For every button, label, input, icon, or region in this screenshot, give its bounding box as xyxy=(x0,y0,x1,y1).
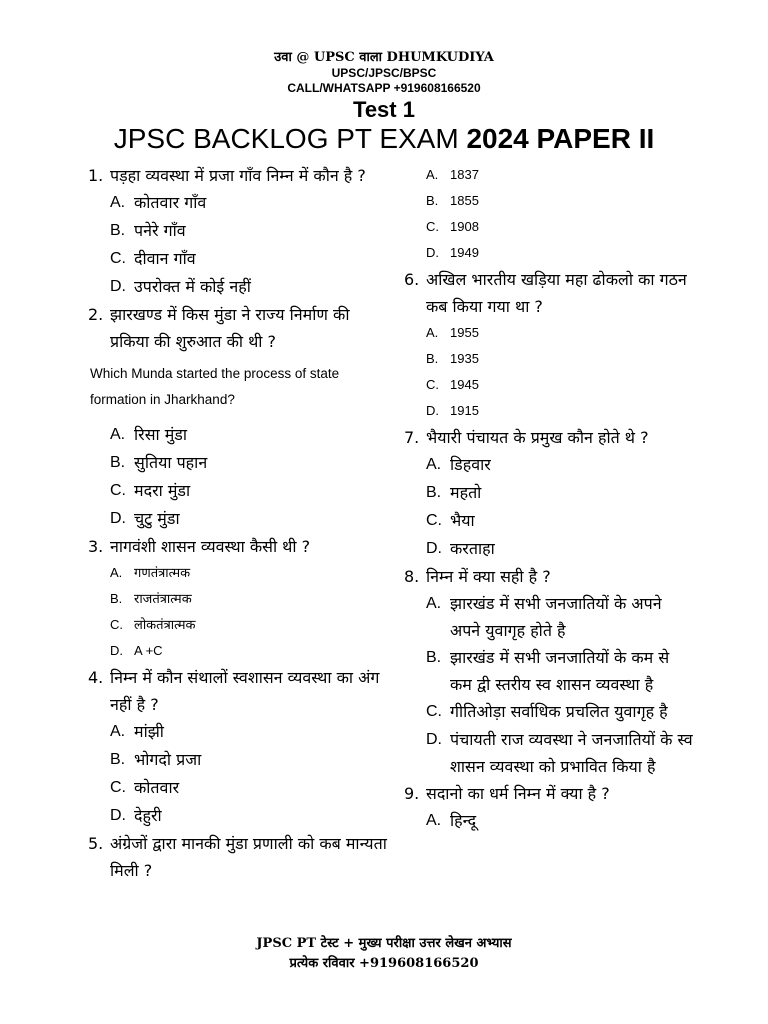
option-text: दीवान गाँव xyxy=(134,249,196,268)
option-text: राजतंत्रात्मक xyxy=(134,591,192,606)
option-row xyxy=(88,612,388,638)
option-label: C. xyxy=(426,219,439,234)
option-text: सुतिया पहान xyxy=(134,453,208,472)
question-text: निम्न में क्या सही है ? xyxy=(426,567,551,586)
option-row xyxy=(404,372,694,398)
exam-list: UPSC/JPSC/BPSC xyxy=(331,66,437,80)
option-label: A. xyxy=(110,426,126,443)
option-label: D. xyxy=(110,807,126,824)
option-label: A. xyxy=(426,595,442,612)
option-row xyxy=(88,560,388,586)
option-text: रिसा मुंडा xyxy=(134,425,188,444)
option-text: 1949 xyxy=(450,245,479,260)
question-8 xyxy=(404,563,694,590)
option-label: A. xyxy=(426,456,442,473)
question-6 xyxy=(404,266,694,320)
question-text: अखिल भारतीय खड़िया महा ढोकलो का गठन कब किया गया था ? xyxy=(426,270,687,316)
channel-name: उवा @ UPSC वाला DHUMKUDIYA xyxy=(274,50,494,65)
option-label: C. xyxy=(110,250,126,267)
option-label: D. xyxy=(426,403,439,418)
option-label: A. xyxy=(110,565,123,580)
question-number: 2. xyxy=(88,305,104,324)
option-text: A +C xyxy=(134,643,163,658)
option-label: B. xyxy=(426,351,439,366)
option-label: B. xyxy=(110,454,126,471)
left-column xyxy=(88,162,388,884)
option-row xyxy=(404,807,694,835)
question-text: झारखण्ड में किस मुंडा ने राज्य निर्माण की प्रकिया की शुरुआत की थी ? xyxy=(110,305,350,351)
option-text: पंचायती राज व्यवस्था ने जनजातियों के स्व शासन व्यवस्था को प्रभावित किया है xyxy=(450,730,693,776)
option-text: मांझी xyxy=(134,722,164,741)
option-label: C. xyxy=(110,617,123,632)
option-text: 1855 xyxy=(450,193,479,208)
question-number: 9. xyxy=(404,784,420,803)
option-row xyxy=(88,718,388,746)
option-label: B. xyxy=(426,649,442,666)
option-row xyxy=(404,644,694,698)
question-number: 3. xyxy=(88,537,104,556)
option-label: B. xyxy=(110,591,123,606)
question-number: 4. xyxy=(88,668,104,687)
option-label: D. xyxy=(426,540,442,557)
option-row xyxy=(88,217,388,245)
paper-title-plain: JPSC BACKLOG PT EXAM xyxy=(113,123,467,154)
option-label: D. xyxy=(426,731,442,748)
option-row xyxy=(88,774,388,802)
option-row xyxy=(404,214,694,240)
option-label: D. xyxy=(110,510,126,527)
option-row xyxy=(404,188,694,214)
option-text: चुटु मुंडा xyxy=(134,509,180,528)
option-label: A. xyxy=(426,325,439,340)
paper-title-bold: 2024 PAPER II xyxy=(466,123,655,154)
option-text: 1955 xyxy=(450,325,479,340)
option-text: महतो xyxy=(450,483,482,502)
contact-line: CALL/WHATSAPP +919608166520 xyxy=(287,81,481,95)
footer-promo: JPSC PT टेस्ट + मुख्य परीक्षा उत्तर लेखन अभ्यास xyxy=(256,936,512,951)
option-row xyxy=(404,451,694,479)
option-row xyxy=(88,189,388,217)
option-row xyxy=(88,638,388,664)
question-number: 5. xyxy=(88,834,104,853)
option-row xyxy=(404,398,694,424)
option-text: उपरोक्त में कोई नहीं xyxy=(134,277,251,296)
question-number: 8. xyxy=(404,567,420,586)
option-row xyxy=(404,240,694,266)
option-text: मदरा मुंडा xyxy=(134,481,191,500)
option-label: C. xyxy=(110,482,126,499)
option-label: B. xyxy=(110,222,126,239)
test-number: Test 1 xyxy=(353,97,415,122)
question-text: नागवंशी शासन व्यवस्था कैसी थी ? xyxy=(110,537,311,556)
option-text: करताहा xyxy=(450,539,495,558)
option-row xyxy=(404,162,694,188)
question-english-text: Which Munda started the process of state formation in Jharkhand? xyxy=(90,366,340,407)
option-text: झारखंड में सभी जनजातियों के कम से कम द्वी स्तरीय स्व शासन व्यवस्था है xyxy=(450,648,670,694)
question-text: अंग्रेजों द्वारा मानकी मुंडा प्रणाली को कब मान्यता मिली ? xyxy=(110,834,387,880)
option-row xyxy=(404,726,694,780)
option-row xyxy=(88,505,388,533)
option-text: भोगदो प्रजा xyxy=(134,750,202,769)
question-9 xyxy=(404,780,694,807)
option-row xyxy=(404,535,694,563)
question-7 xyxy=(404,424,694,451)
option-row xyxy=(88,421,388,449)
question-3 xyxy=(88,533,388,560)
option-row xyxy=(88,802,388,830)
option-text: कोतवार xyxy=(134,778,180,797)
option-row xyxy=(404,507,694,535)
option-label: B. xyxy=(426,193,439,208)
option-row xyxy=(404,320,694,346)
option-row xyxy=(88,245,388,273)
question-number: 6. xyxy=(404,270,420,289)
option-label: D. xyxy=(426,245,439,260)
question-text: पड़हा व्यवस्था में प्रजा गाँव निम्न में कौन है ? xyxy=(110,166,366,185)
option-label: D. xyxy=(110,278,126,295)
question-text: सदानो का धर्म निम्न में क्या है ? xyxy=(426,784,610,803)
option-label: C. xyxy=(110,779,126,796)
option-text: गीतिओड़ा सर्वाधिक प्रचलित युवागृह है xyxy=(450,702,668,721)
option-text: झारखंड में सभी जनजातियों के अपने अपने युवागृह होते है xyxy=(450,594,662,640)
option-row xyxy=(404,346,694,372)
option-text: भैया xyxy=(450,511,475,530)
option-label: A. xyxy=(426,812,442,829)
option-row xyxy=(404,698,694,726)
option-text: देहुरी xyxy=(134,806,162,825)
option-text: 1908 xyxy=(450,219,479,234)
footer-schedule: प्रत्येक रविवार +919608166520 xyxy=(289,956,479,971)
question-number: 1. xyxy=(88,166,104,185)
option-row xyxy=(404,590,694,644)
right-column xyxy=(404,162,694,835)
option-label: C. xyxy=(426,377,439,392)
option-text: 1935 xyxy=(450,351,479,366)
question-1 xyxy=(88,162,388,189)
option-text: हिन्दू xyxy=(450,811,477,830)
option-row xyxy=(88,477,388,505)
option-text: गणतंत्रात्मक xyxy=(134,565,191,580)
option-text: 1837 xyxy=(450,167,479,182)
question-number: 7. xyxy=(404,428,420,447)
option-label: C. xyxy=(426,703,442,720)
option-text: लोकतंत्रात्मक xyxy=(134,617,196,632)
question-text: निम्न में कौन संथालों स्वशासन व्यवस्था का अंग नहीं है ? xyxy=(110,668,380,714)
question-4 xyxy=(88,664,388,718)
question-5 xyxy=(88,830,388,884)
question-2 xyxy=(88,301,388,355)
option-label: C. xyxy=(426,512,442,529)
option-row xyxy=(88,586,388,612)
page-footer xyxy=(0,934,768,974)
option-label: A. xyxy=(110,723,126,740)
paper-title xyxy=(0,123,768,155)
option-text: 1945 xyxy=(450,377,479,392)
option-row xyxy=(88,273,388,301)
option-label: B. xyxy=(426,484,442,501)
option-row xyxy=(404,479,694,507)
option-row xyxy=(88,746,388,774)
option-text: 1915 xyxy=(450,403,479,418)
option-text: डिहवार xyxy=(450,455,491,474)
option-label: B. xyxy=(110,751,126,768)
page-header xyxy=(0,50,768,155)
option-row xyxy=(88,449,388,477)
question-text: भैयारी पंचायत के प्रमुख कौन होते थे ? xyxy=(426,428,649,447)
option-label: D. xyxy=(110,643,123,658)
option-text: कोतवार गाँव xyxy=(134,193,207,212)
option-label: A. xyxy=(110,194,126,211)
option-text: पनेरे गाँव xyxy=(134,221,186,240)
option-label: A. xyxy=(426,167,439,182)
